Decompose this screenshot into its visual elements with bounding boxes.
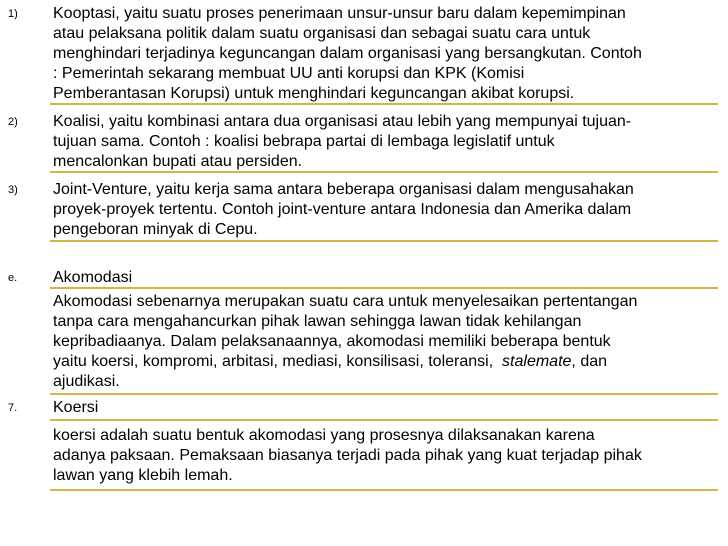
item-text: Koalisi, yaitu kombinasi antara dua organisasi atau lebih yang mempunyai tujuan- tujuan sama. Contoh : koalisi bebrapa partai di lembaga legislatif untuk mencalonkan bupati atau persiden. bbox=[53, 113, 632, 170]
item-heading: Akomodasi bbox=[53, 269, 133, 286]
item-text-main: Akomodasi sebenarnya merupakan suatu cara untuk menyelesaikan pertentangan tanpa cara mengahancurkan pihak lawan sehingga lawan tidak kehilangan kepribadiaanya. Dalam pelaksanaannya, akomodasi memiliki beberapa bentuk yaitu koersi, kompromi, arbitasi, mediasi, konsilisasi, toleransi, bbox=[53, 293, 638, 370]
item-marker: 1) bbox=[8, 8, 18, 20]
item-text: Kooptasi, yaitu suatu proses penerimaan unsur-unsur baru dalam kepemimpinan atau pelaksana politik dalam suatu organisasi dan sebagai suatu cara untuk menghindari terjadinya keguncangan dalam organisasi yang bersangkutan. Contoh : Pemerintah sekarang membuat UU anti korupsi dan KPK (Komisi Pemberantasan Korupsi) untuk menghindari keguncangan akibat korupsi. bbox=[53, 5, 642, 102]
divider-1 bbox=[50, 103, 718, 105]
divider-2 bbox=[50, 171, 718, 173]
divider-3 bbox=[50, 240, 718, 242]
divider-6 bbox=[50, 419, 718, 421]
divider-5 bbox=[50, 393, 718, 395]
item-text: koersi adalah suatu bentuk akomodasi yang prosesnya dilaksanakan karena adanya paksaan. Pemaksaan biasanya terjadi pada pihak yang kuat terjadap pihak lawan yang klebih lemah. bbox=[53, 427, 642, 484]
item-marker: 7. bbox=[8, 402, 18, 414]
item-text: Joint-Venture, yaitu kerja sama antara beberapa organisasi dalam mengusahakan proyek-proyek tertentu. Contoh joint-venture antara Indonesia dan Amerika dalam pengeboran minyak di Cepu. bbox=[53, 181, 634, 238]
divider-4 bbox=[50, 287, 718, 289]
item-text bbox=[53, 292, 721, 392]
item-text-italic: stalemate bbox=[502, 353, 572, 370]
item-marker: 2) bbox=[8, 116, 18, 128]
item-text-tail: , dan ajudikasi. bbox=[53, 353, 608, 390]
item-heading: Koersi bbox=[53, 399, 99, 416]
item-marker: 3) bbox=[8, 184, 18, 196]
item-marker: e. bbox=[8, 272, 18, 284]
divider-7 bbox=[50, 489, 718, 491]
